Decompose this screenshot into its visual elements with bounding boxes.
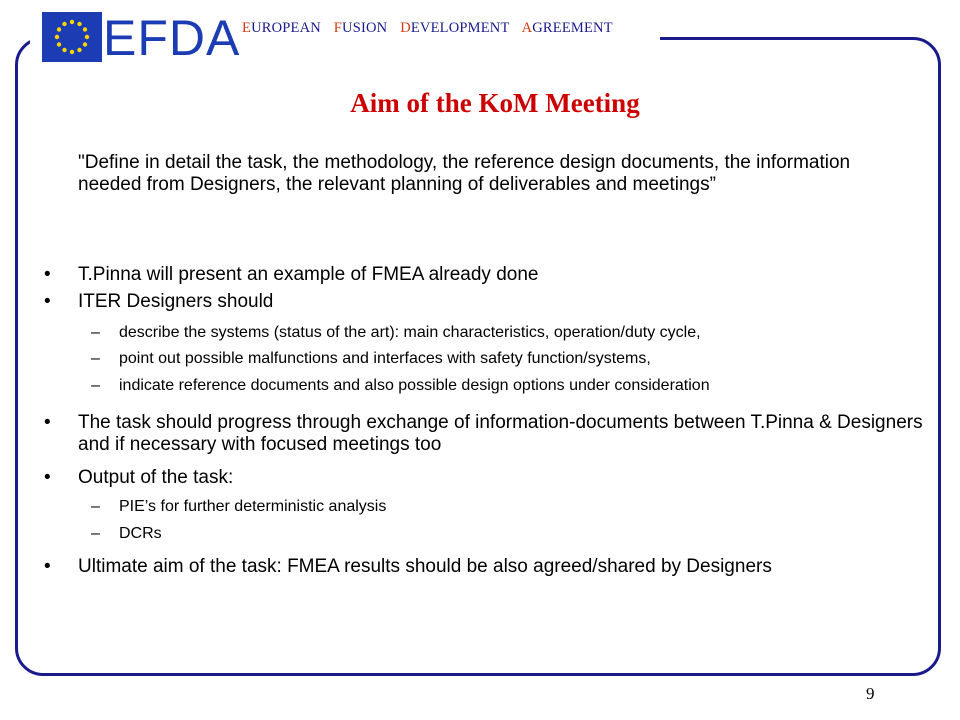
- dash-mark: –: [91, 498, 100, 515]
- bullet-item: [44, 412, 924, 456]
- bullet-text: Output of the task:: [78, 467, 234, 488]
- dash-mark: –: [91, 324, 100, 341]
- header-word: [400, 20, 509, 36]
- header-word-rest: EVELOPMENT: [410, 20, 510, 36]
- bullet-item: [44, 291, 924, 313]
- bullet-text: ITER Designers should: [78, 291, 274, 312]
- efda-logo-text: EFDA: [103, 10, 241, 66]
- header-word: [522, 20, 613, 36]
- header-word: [334, 20, 388, 36]
- bullet-text: Ultimate aim of the task: FMEA results should be also agreed/shared by Designers: [78, 556, 772, 577]
- bullet-mark: •: [44, 556, 51, 577]
- header-word-initial: A: [521, 20, 533, 36]
- header-word: [242, 20, 321, 36]
- sub-item-text: describe the systems (status of the art): main characteristics, operation/duty cycle,: [119, 324, 701, 341]
- bullet-mark: •: [44, 467, 51, 488]
- bullet-item: [44, 264, 924, 286]
- header-word-rest: UROPEAN: [251, 20, 321, 36]
- header-word-rest: USION: [342, 20, 388, 36]
- sub-item: [91, 524, 921, 544]
- bullet-mark: •: [44, 412, 51, 433]
- sub-item: [91, 323, 921, 343]
- eu-flag-icon: [42, 12, 102, 62]
- sub-item-text: PIE’s for further deterministic analysis: [119, 498, 387, 515]
- dash-mark: –: [91, 377, 100, 394]
- page-number: 9: [866, 684, 875, 703]
- bullet-item: [44, 467, 924, 489]
- bullet-item: [44, 556, 924, 578]
- dash-mark: –: [91, 350, 100, 367]
- sub-item: [91, 497, 921, 517]
- sub-item-text: DCRs: [119, 525, 162, 542]
- sub-item-text: point out possible malfunctions and interfaces with safety function/systems,: [119, 350, 651, 367]
- header-word-initial: D: [400, 20, 411, 36]
- header-word-rest: GREEMENT: [532, 20, 613, 36]
- header-word-initial: F: [333, 20, 343, 36]
- header-word-initial: E: [242, 20, 252, 36]
- intro-quote: "Define in detail the task, the methodology, the reference design documents, the information needed from Designers, the relevant planning of deliverables and meetings”: [78, 152, 851, 195]
- sub-item: [91, 376, 921, 396]
- bullet-mark: •: [44, 291, 51, 312]
- sub-item-text: indicate reference documents and also possible design options under consideration: [119, 377, 710, 394]
- slide-title: Aim of the KoM Meeting: [350, 88, 640, 118]
- header-title: [242, 20, 622, 37]
- dash-mark: –: [91, 525, 100, 542]
- sub-item: [91, 349, 921, 369]
- bullet-mark: •: [44, 264, 51, 285]
- bullet-text: The task should progress through exchange of information-documents between T.Pinna & Designers and if necessary with focused meetings too: [78, 412, 923, 455]
- bullet-text: T.Pinna will present an example of FMEA already done: [78, 264, 539, 285]
